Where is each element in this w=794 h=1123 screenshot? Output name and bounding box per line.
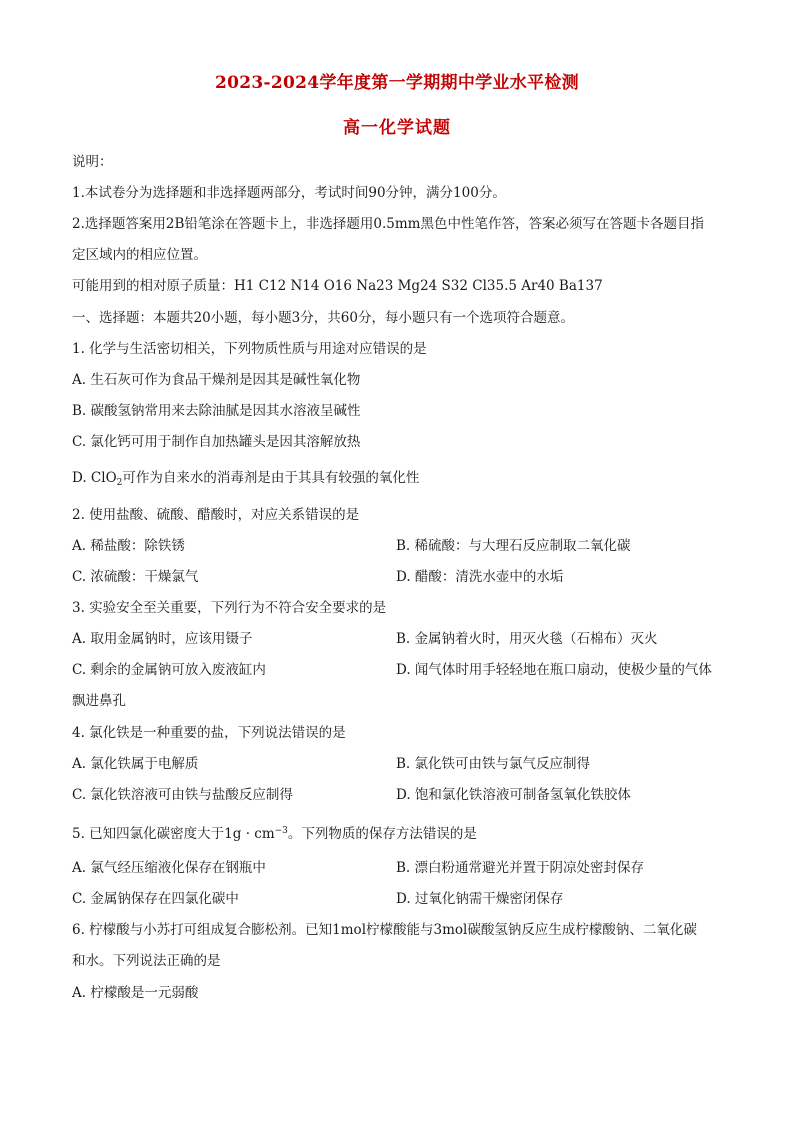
question-5-density-exponent: −3 xyxy=(274,826,288,836)
question-5-option-d: D. 过氧化钠需干燥密闭保存 xyxy=(396,891,564,907)
exam-title: 2023-2024学年度第一学期期中学业水平检测 xyxy=(215,73,579,93)
question-1-option-b: B. 碳酸氢钠常用来去除油腻是因其水溶液呈碱性 xyxy=(72,403,361,419)
exam-subtitle: 高一化学试题 xyxy=(343,118,451,138)
question-1-option-d-prefix: D. ClO xyxy=(72,470,117,486)
instruction-item-1: 1.本试卷分为选择题和非选择题两部分，考试时间90分钟，满分100分。 xyxy=(72,185,506,201)
question-1-option-d-subscript: 2 xyxy=(116,478,123,488)
section-1-header: 一、选择题：本题共20小题，每小题3分，共60分，每小题只有一个选项符合题意。 xyxy=(72,310,574,326)
question-4-stem: 4. 氯化铁是一种重要的盐，下列说法错误的是 xyxy=(72,725,346,741)
question-2-option-c: C. 浓硫酸：干燥氯气 xyxy=(72,569,199,585)
question-1-option-c: C. 氯化钙可用于制作自加热罐头是因其溶解放热 xyxy=(72,434,361,450)
instruction-item-2-line-2: 定区域内的相应位置。 xyxy=(72,247,207,263)
question-4-option-c: C. 氯化铁溶液可由铁与盐酸反应制得 xyxy=(72,787,293,803)
atomic-masses: 可能用到的相对原子质量：H1 C12 N14 O16 Na23 Mg24 S32 Cl35.5 Ar40 Ba137 xyxy=(72,278,603,294)
question-4-option-a: A. 氯化铁属于电解质 xyxy=(72,756,199,772)
question-1-option-a: A. 生石灰可作为食品干燥剂是因其是碱性氧化物 xyxy=(72,372,361,388)
question-2-option-a: A. 稀盐酸：除铁锈 xyxy=(72,538,185,554)
question-1-option-d-suffix: 可作为自来水的消毒剂是由于其具有较强的氧化性 xyxy=(122,470,420,486)
question-5-option-c: C. 金属钠保存在四氯化碳中 xyxy=(72,891,239,907)
question-4-option-b: B. 氯化铁可由铁与氯气反应制得 xyxy=(396,756,591,772)
question-5-option-a: A. 氯气经压缩液化保存在钢瓶中 xyxy=(72,860,266,876)
question-3-option-b: B. 金属钠着火时，用灭火毯（石棉布）灭火 xyxy=(396,631,658,647)
instructions-heading: 说明： xyxy=(72,154,113,170)
question-5-stem xyxy=(72,822,732,843)
question-3-option-d-line-2: 飘进鼻孔 xyxy=(72,693,126,709)
question-3-option-d-line-1: D. 闻气体时用手轻轻地在瓶口扇动，使极少量的气体 xyxy=(396,662,712,678)
question-3-option-a: A. 取用金属钠时，应该用镊子 xyxy=(72,631,253,647)
instruction-item-2-line-1: 2.选择题答案用2B铅笔涂在答题卡上，非选择题用0.5mm黑色中性笔作答，答案必须写在答题卡各题目指 xyxy=(72,216,704,232)
question-2-option-b: B. 稀硫酸：与大理石反应制取二氧化碳 xyxy=(396,538,631,554)
question-6-stem-line-2: 和水。下列说法正确的是 xyxy=(72,953,221,969)
question-1-stem: 1. 化学与生活密切相关，下列物质性质与用途对应错误的是 xyxy=(72,341,427,357)
question-5-density-unit: 1g · cm xyxy=(224,826,275,842)
question-3-stem: 3. 实验安全至关重要，下列行为不符合安全要求的是 xyxy=(72,600,387,616)
question-5-stem-prefix: 5. 已知四氯化碳密度大于 xyxy=(72,826,225,842)
question-5-stem-suffix: 。下列物质的保存方法错误的是 xyxy=(287,826,477,842)
question-1-option-d xyxy=(72,469,732,492)
question-6-option-a: A. 柠檬酸是一元弱酸 xyxy=(72,985,199,1001)
question-4-option-d: D. 饱和氯化铁溶液可制备氢氧化铁胶体 xyxy=(396,787,631,803)
question-5-option-b: B. 漂白粉通常避光并置于阴凉处密封保存 xyxy=(396,860,645,876)
question-6-stem-line-1: 6. 柠檬酸与小苏打可组成复合膨松剂。已知1mol柠檬酸能与3mol碳酸氢钠反应生成柠檬酸钠、二氧化碳 xyxy=(72,922,697,938)
question-2-option-d: D. 醋酸：清洗水壶中的水垢 xyxy=(396,569,564,585)
question-2-stem: 2. 使用盐酸、硫酸、醋酸时，对应关系错误的是 xyxy=(72,507,360,523)
question-3-option-c: C. 剩余的金属钠可放入废液缸内 xyxy=(72,662,266,678)
